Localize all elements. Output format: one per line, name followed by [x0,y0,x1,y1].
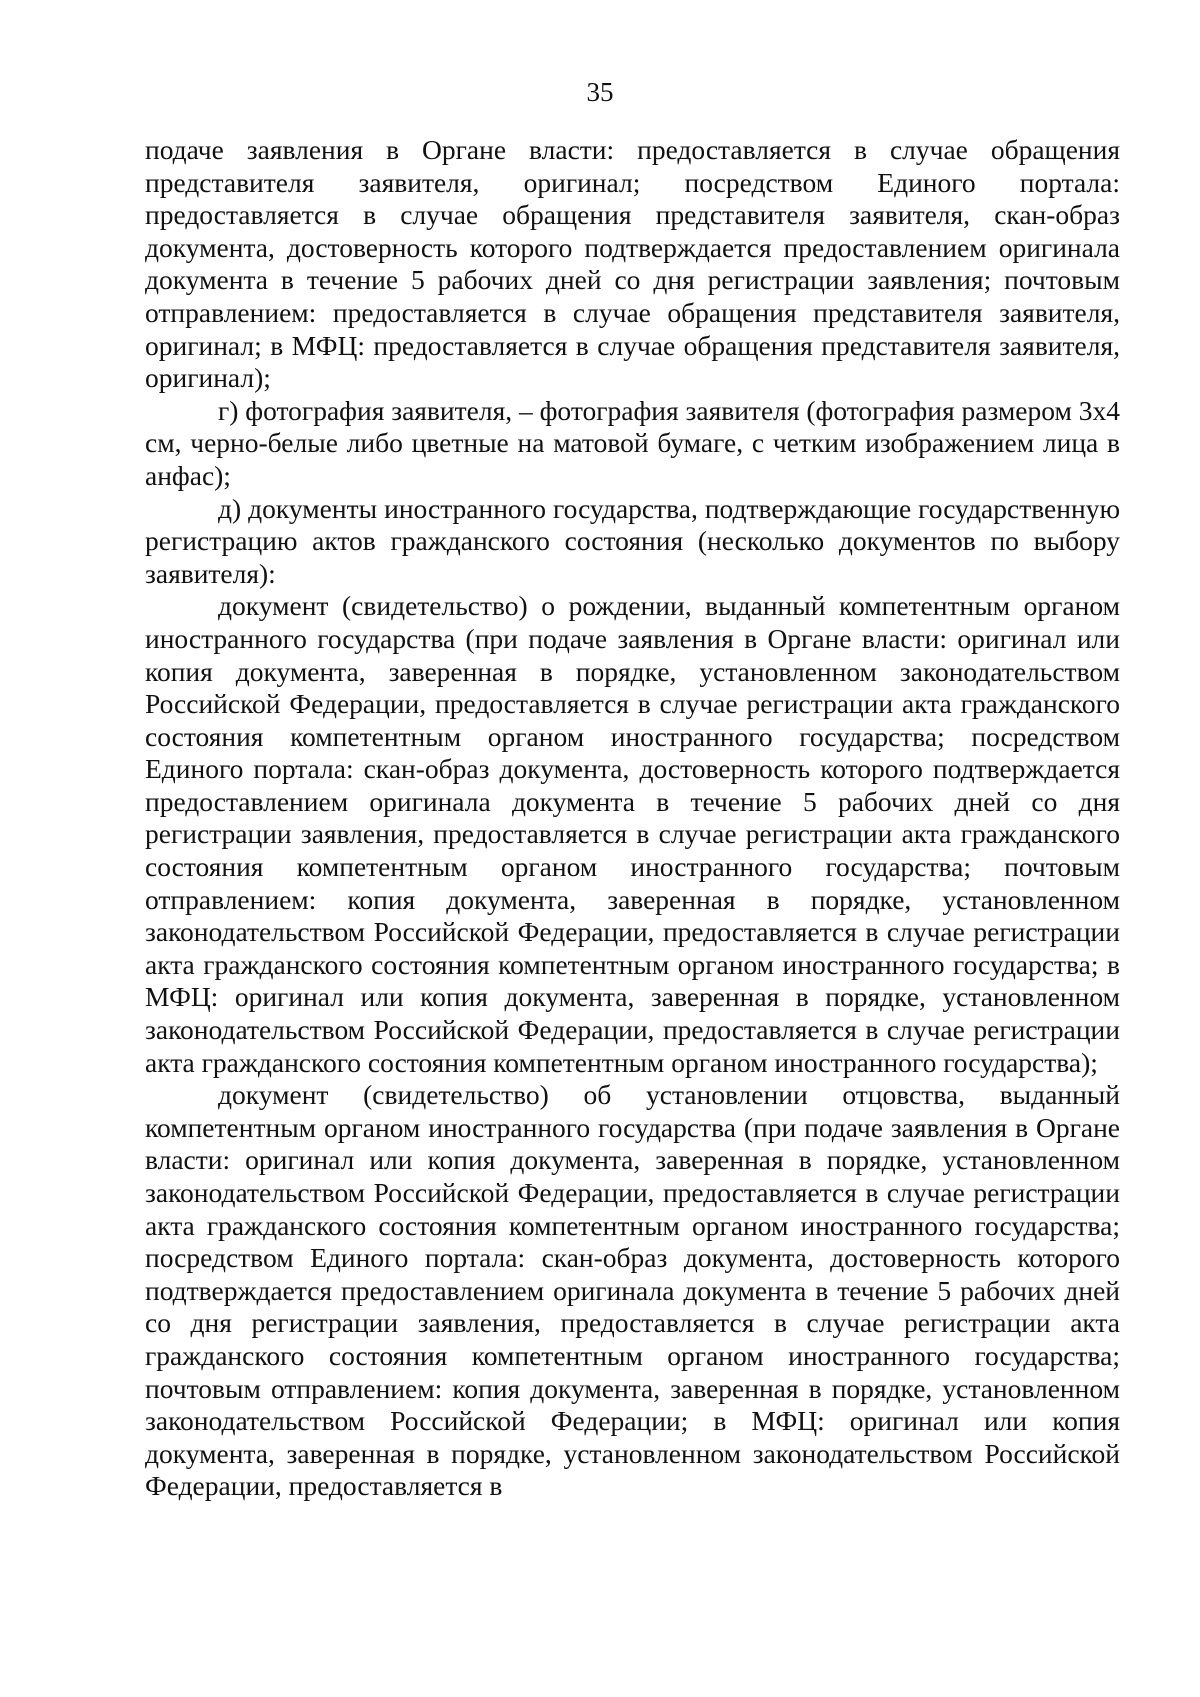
document-body [145,134,1120,1503]
paragraph-continuation: подаче заявления в Органе власти: предоставляется в случае обращения представителя заявителя, оригинал; посредством Единого портала: предоставляется в случае обращения представителя заявителя, скан-образ документа, достоверность которого подтверждается предоставлением оригинала документа в течение 5 рабочих дней со дня регистрации заявления; почтовым отправлением: предоставляется в случае обращения представителя заявителя, оригинал; в МФЦ: предоставляется в случае обращения представителя заявителя, оригинал); [145,134,1120,394]
paragraph-birth-certificate: документ (свидетельство) о рождении, выданный компетентным органом иностранного государства (при подаче заявления в Органе власти: оригинал или копия документа, заверенная в порядке, установленном законодательством Российской Федерации, предоставляется в случае регистрации акта гражданского состояния компетентным органом иностранного государства; посредством Единого портала: скан-образ документа, достоверность которого подтверждается предоставлением оригинала документа в течение 5 рабочих дней со дня регистрации заявления, предоставляется в случае регистрации акта гражданского состояния компетентным органом иностранного государства; почтовым отправлением: копия документа, заверенная в порядке, установленном законодательством Российской Федерации, предоставляется в случае регистрации акта гражданского состояния компетентным органом иностранного государства; в МФЦ: оригинал или копия документа, заверенная в порядке, установленном законодательством Российской Федерации, предоставляется в случае регистрации акта гражданского состояния компетентным органом иностранного государства); [145,590,1120,1078]
paragraph-item-d-foreign-documents: д) документы иностранного государства, подтверждающие государственную регистрацию актов гражданского состояния (несколько документов по выбору заявителя): [145,492,1120,589]
paragraph-item-g-photo: г) фотография заявителя, – фотография заявителя (фотография размером 3х4 см, черно-белые либо цветные на матовой бумаге, с четким изображением лица в анфас); [145,394,1121,491]
paragraph-paternity-certificate: документ (свидетельство) об установлении отцовства, выданный компетентным органом иностранного государства (при подаче заявления в Органе власти: оригинал или копия документа, заверенная в порядке, установленном законодательством Российской Федерации, предоставляется в случае регистрации акта гражданского состояния компетентным органом иностранного государства; посредством Единого портала: скан-образ документа, достоверность которого подтверждается предоставлением оригинала документа в течение 5 рабочих дней со дня регистрации заявления, предоставляется в случае регистрации акта гражданского состояния компетентным органом иностранного государства; почтовым отправлением: копия документа, заверенная в порядке, установленном законодательством Российской Федерации; в МФЦ: оригинал или копия документа, заверенная в порядке, установленном законодательством Российской Федерации, предоставляется в [145,1079,1120,1502]
page-number: 35 [586,77,614,107]
